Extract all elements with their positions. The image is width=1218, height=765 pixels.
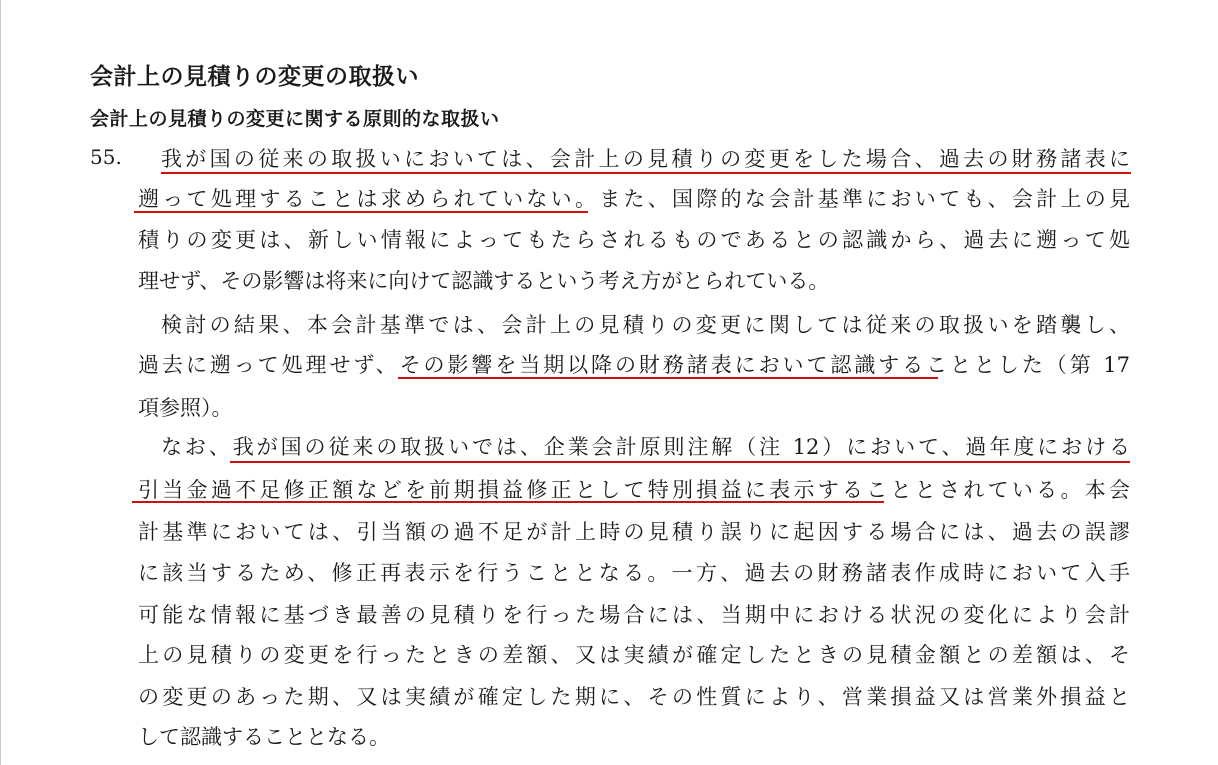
paragraph-line: なお、我が国の従来の取扱いでは、企業会計原則注解（注 12）において、過年度における: [161, 435, 1130, 459]
section-subheading: 会計上の見積りの変更に関する原則的な取扱い: [90, 108, 500, 130]
paragraph-line: 上の見積りの変更を行ったときの差額、又は実績が確定したときの見積金額との差額は、そ: [138, 643, 1130, 667]
section-heading: 会計上の見積りの変更の取扱い: [90, 64, 419, 90]
paragraph-line: 我が国の従来の取扱いにおいては、会計上の見積りの変更をした場合、過去の財務諸表に: [161, 147, 1130, 171]
paragraph-line: 検討の結果、本会計基準では、会計上の見積りの変更に関しては従来の取扱いを踏襲し、: [161, 313, 1130, 337]
paragraph-line: 遡って処理することは求められていない。また、国際的な会計基準においても、会計上の見: [138, 187, 1130, 211]
paragraph-line: 過去に遡って処理せず、その影響を当期以降の財務諸表において認識することとした（第 17: [138, 353, 1130, 377]
paragraph-number: 55.: [90, 145, 122, 169]
red-underline: [398, 377, 938, 379]
red-underline: [132, 501, 884, 503]
paragraph-line: 積りの変更は、新しい情報によってもたらされるものであるとの認識から、過去に遡って処: [138, 228, 1130, 252]
paragraph-line: 理せず、その影響は将来に向けて認識するという考え方がとられている。: [138, 269, 830, 293]
red-underline: [161, 172, 1131, 174]
paragraph-line: 可能な情報に基づき最善の見積りを行った場合には、当期中における状況の変化により会計: [138, 603, 1130, 627]
paragraph-line: 項参照）。: [138, 396, 233, 420]
paragraph-line: 計基準においては、引当額の過不足が計上時の見積り誤りに起因する場合には、過去の誤謬: [138, 520, 1130, 544]
paragraph-line: の変更のあった期、又は実績が確定した期に、その性質により、営業損益又は営業外損益と: [138, 685, 1130, 709]
red-underline: [230, 461, 1130, 463]
paragraph-line: に該当するため、修正再表示を行うこととなる。一方、過去の財務諸表作成時において入手: [138, 561, 1130, 585]
paragraph-line: 引当金過不足修正額などを前期損益修正として特別損益に表示することとされている。本会: [138, 478, 1130, 502]
paragraph-line: して認識することとなる。: [138, 725, 390, 749]
red-underline: [134, 211, 588, 213]
